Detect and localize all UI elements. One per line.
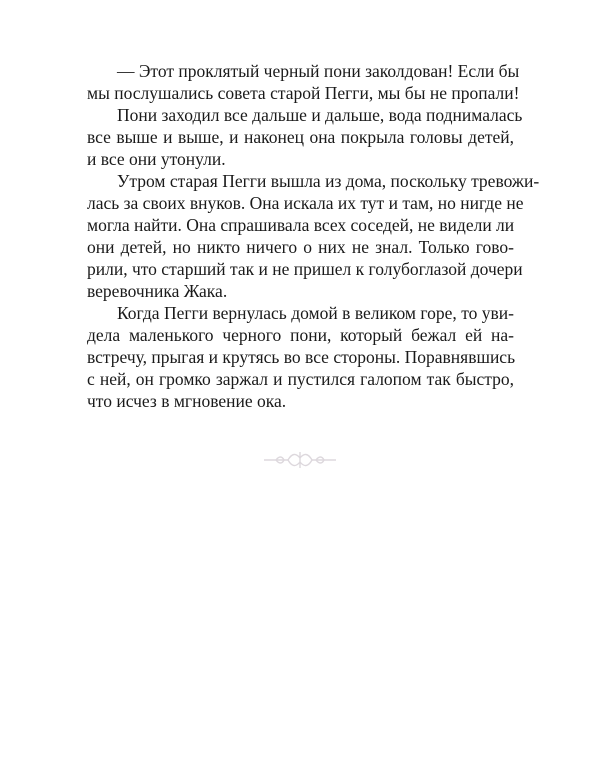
text-line: встречу, прыгая и крутясь во все стороны. Поравнявшись bbox=[87, 347, 516, 367]
text-line: Утром старая Пегги вышла из дома, поскольку тревожи- bbox=[117, 171, 540, 191]
text-line: что исчез в мгновение ока. bbox=[87, 391, 287, 411]
paragraph bbox=[87, 60, 520, 104]
floral-divider-icon bbox=[262, 450, 338, 470]
text-line: могла найти. Она спрашивала всех соседей, не видели ли bbox=[87, 215, 515, 235]
text-line: веревочника Жака. bbox=[87, 281, 228, 301]
text-line: Когда Пегги вернулась домой в великом горе, то уви- bbox=[117, 303, 514, 323]
text-line: лась за своих внуков. Она искала их тут и там, но нигде не bbox=[87, 193, 524, 213]
text-line: Пони заходил все дальше и дальше, вода поднималась bbox=[117, 105, 523, 125]
text-line: с ней, он громко заржал и пустился галопом так быстро, bbox=[87, 369, 514, 389]
text-line: они детей, но никто ничего о них не знал. Только гово- bbox=[87, 237, 514, 257]
paragraph bbox=[87, 302, 514, 412]
text-line: все выше и выше, и наконец она покрыла головы детей, bbox=[87, 127, 514, 147]
text-line: и все они утонули. bbox=[87, 149, 226, 169]
book-page-text bbox=[87, 60, 540, 412]
paragraph bbox=[87, 104, 523, 170]
text-line: мы послушались совета старой Пегги, мы бы не пропали! bbox=[87, 83, 520, 103]
text-line: — Этот проклятый черный пони заколдован! Если бы bbox=[117, 61, 520, 81]
text-line: дела маленького черного пони, который бежал ей на- bbox=[87, 325, 514, 345]
text-line: рили, что старший так и не пришел к голубоглазой дочери bbox=[87, 259, 523, 279]
paragraph bbox=[87, 170, 540, 302]
